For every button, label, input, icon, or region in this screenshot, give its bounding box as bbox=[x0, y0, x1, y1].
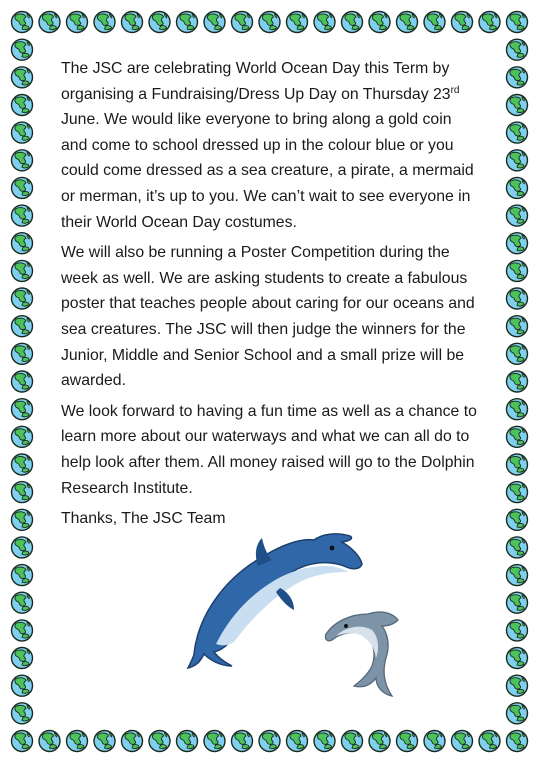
globe-icon bbox=[12, 454, 33, 475]
globe-icon bbox=[67, 731, 88, 752]
globe-icon bbox=[507, 177, 528, 198]
globe-icon bbox=[12, 39, 33, 60]
globe-icon bbox=[12, 260, 33, 281]
globe-icon bbox=[12, 675, 33, 696]
globe-icon bbox=[259, 731, 280, 752]
globe-icon bbox=[507, 509, 528, 530]
globe-icon bbox=[204, 12, 225, 33]
globe-icon bbox=[507, 343, 528, 364]
globe-icon bbox=[204, 731, 225, 752]
globe-icon bbox=[507, 233, 528, 254]
globe-icon bbox=[369, 731, 390, 752]
globe-icon bbox=[424, 731, 445, 752]
globe-icon bbox=[342, 12, 363, 33]
globe-icon bbox=[12, 150, 33, 171]
event-text-end: June. We would like everyone to bring along a gold coin and come to school dressed up in the colour blue or you could come dressed as a sea creature, a pirate, a mermaid or merman, it’s up to you. We can’t wait to see everyone in their World Ocean Day costumes. bbox=[61, 111, 474, 231]
globe-icon bbox=[12, 288, 33, 309]
globe-icon bbox=[149, 731, 170, 752]
globe-icon bbox=[12, 509, 33, 530]
globe-icon bbox=[122, 731, 143, 752]
globe-icon bbox=[452, 731, 473, 752]
globe-icon bbox=[397, 731, 418, 752]
globe-icon bbox=[369, 12, 390, 33]
globe-icon bbox=[507, 482, 528, 503]
globe-icon bbox=[12, 343, 33, 364]
globe-icon bbox=[12, 426, 33, 447]
globe-icon bbox=[342, 731, 363, 752]
globe-icon bbox=[12, 592, 33, 613]
globe-icon bbox=[507, 565, 528, 586]
globe-icon bbox=[12, 177, 33, 198]
globe-icon bbox=[507, 675, 528, 696]
globe-icon bbox=[12, 67, 33, 88]
dolphins-illustration bbox=[176, 526, 416, 706]
globe-icon bbox=[507, 205, 528, 226]
globe-icon bbox=[232, 12, 253, 33]
globe-icon bbox=[259, 12, 280, 33]
globe-icon bbox=[507, 67, 528, 88]
globe-icon bbox=[12, 316, 33, 337]
paragraph-closing: We look forward to having a fun time as well as a chance to learn more about our waterways and what we can all do to help look after them. All money raised will go to the Dolphin Research Institute. bbox=[61, 402, 477, 497]
globe-icon bbox=[12, 648, 33, 669]
globe-icon bbox=[12, 371, 33, 392]
globe-icon bbox=[287, 731, 308, 752]
globe-icon bbox=[507, 288, 528, 309]
globe-icon bbox=[94, 731, 115, 752]
globe-icon bbox=[67, 12, 88, 33]
small-dolphin bbox=[325, 612, 398, 696]
globe-icon bbox=[424, 12, 445, 33]
globe-icon bbox=[479, 731, 500, 752]
large-dolphin bbox=[188, 534, 362, 668]
globe-icon bbox=[12, 399, 33, 420]
globe-icon bbox=[12, 482, 33, 503]
globe-icon bbox=[507, 648, 528, 669]
globe-icon bbox=[12, 12, 33, 33]
globe-icon bbox=[39, 12, 60, 33]
globe-icon bbox=[507, 95, 528, 116]
globe-icon bbox=[507, 260, 528, 281]
globe-icon bbox=[507, 122, 528, 143]
signoff: Thanks, The JSC Team bbox=[61, 510, 226, 528]
globe-icon bbox=[12, 122, 33, 143]
globe-icon bbox=[507, 39, 528, 60]
globe-icon bbox=[39, 731, 60, 752]
globe-icon bbox=[507, 12, 528, 33]
globe-icon bbox=[507, 150, 528, 171]
globe-icon bbox=[507, 703, 528, 724]
globe-icon bbox=[479, 12, 500, 33]
globe-icon bbox=[122, 12, 143, 33]
date-ordinal: rd bbox=[450, 84, 460, 96]
globe-icon bbox=[507, 371, 528, 392]
globe-icon bbox=[507, 731, 528, 752]
paragraph-event bbox=[61, 56, 481, 235]
globe-icon bbox=[287, 12, 308, 33]
globe-icon bbox=[507, 316, 528, 337]
globe-icon bbox=[507, 399, 528, 420]
globe-icon bbox=[12, 537, 33, 558]
globe-icon bbox=[94, 12, 115, 33]
paragraph-poster-competition: We will also be running a Poster Competition during the week as well. We are asking students to create a fabulous poster that teaches people about caring for our oceans and sea creatures. The JSC will then judge the winners for the Junior, Middle and Senior School and a small prize will be awarded. bbox=[61, 244, 475, 390]
globe-icon bbox=[507, 592, 528, 613]
globe-icon bbox=[314, 731, 335, 752]
globe-icon bbox=[12, 233, 33, 254]
globe-icon bbox=[397, 12, 418, 33]
globe-icon bbox=[232, 731, 253, 752]
globe-icon bbox=[12, 565, 33, 586]
globe-icon bbox=[177, 12, 198, 33]
globe-icon bbox=[507, 620, 528, 641]
globe-icon bbox=[452, 12, 473, 33]
globe-icon bbox=[12, 731, 33, 752]
globe-icon bbox=[12, 703, 33, 724]
globe-icon bbox=[12, 205, 33, 226]
globe-icon bbox=[177, 731, 198, 752]
globe-icon bbox=[314, 12, 335, 33]
event-text-start: The JSC are celebrating World Ocean Day this Term by organising a Fundraising/Dress Up Day on Thursday 23 bbox=[61, 60, 451, 103]
letter-body bbox=[61, 56, 481, 537]
globe-icon bbox=[507, 426, 528, 447]
globe-icon bbox=[12, 95, 33, 116]
globe-icon bbox=[507, 454, 528, 475]
globe-icon bbox=[507, 537, 528, 558]
globe-icon bbox=[12, 620, 33, 641]
globe-icon bbox=[149, 12, 170, 33]
